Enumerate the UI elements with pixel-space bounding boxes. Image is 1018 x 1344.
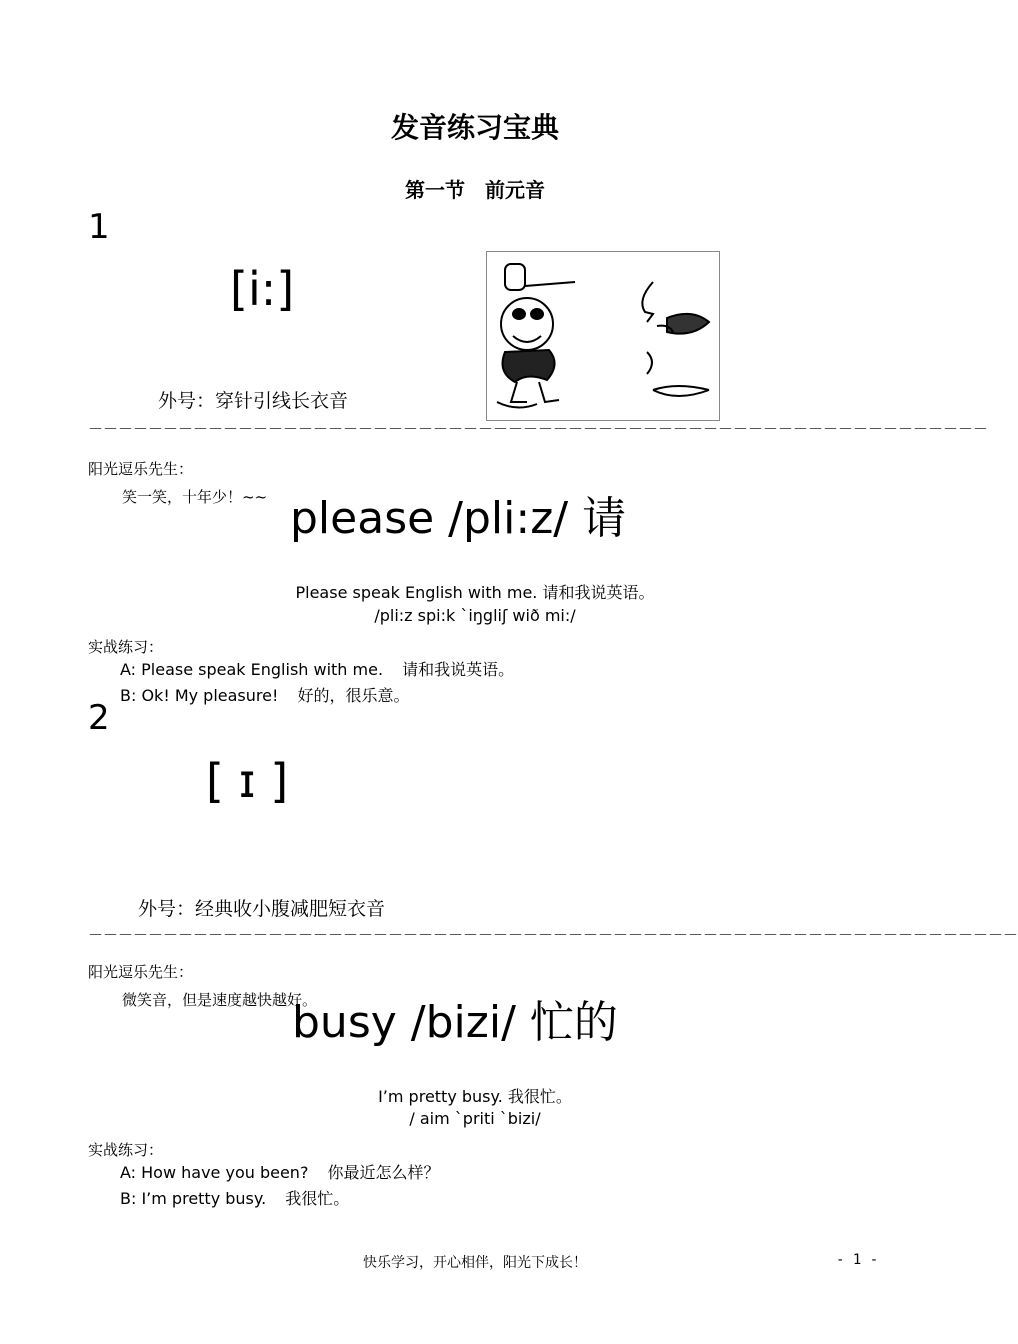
- lesson-1-sentence-phonetic: /pli:z spi:k ˋiŋgliʃ wið mi:/: [374, 606, 576, 625]
- lesson-1-sentence-cn: 请和我说英语。: [542, 583, 655, 602]
- practice-cn: 请和我说英语。: [402, 660, 515, 679]
- lesson-2-sentence-phonetic: / aim ˋpriti ˋbizi/: [409, 1109, 541, 1128]
- lesson-2-sentence-en: I’m pretty busy.: [378, 1087, 503, 1106]
- lesson-1-practice-line-a: [120, 657, 514, 680]
- practice-en: B: I’m pretty busy.: [120, 1189, 267, 1208]
- page-title: 发音练习宝典: [390, 111, 559, 144]
- lesson-1-mr-tip: 笑一笑，十年少！~~: [122, 488, 268, 506]
- lesson-2-word: busy /bizi/ 忙的: [292, 997, 618, 1048]
- lesson-2-divider: －－－－－－－－－－－－－－－－－－－－－－－－－－－－－－－－－－－－－－－－－－－－－－－－－－－－－－－－－－－－－－: [88, 926, 1018, 944]
- lesson-2-mr-tip: 微笑音，但是速度越快越好。: [122, 991, 318, 1009]
- mouth-illustration: [486, 251, 720, 421]
- cartoon-mouth-icon: [487, 252, 719, 420]
- lesson-1-sentence-en: Please speak English with me.: [295, 583, 538, 602]
- lesson-1-phonetic: [i:]: [230, 262, 295, 316]
- practice-cn: 我很忙。: [285, 1189, 350, 1208]
- lesson-1-sentence: [0, 580, 950, 603]
- lesson-2-phonetic: [ ɪ ]: [206, 754, 289, 808]
- lesson-1-practice-label: 实战练习：: [88, 638, 164, 656]
- lesson-1-nickname: 外号：穿针引线长衣音: [158, 390, 349, 412]
- practice-cn: 好的，很乐意。: [297, 686, 410, 705]
- lesson-2-practice-line-a: [120, 1160, 440, 1183]
- lesson-1-practice-line-b: [120, 683, 410, 706]
- lesson-2-nickname: 外号：经典收小腹减肥短衣音: [138, 898, 386, 920]
- lesson-2-sentence: [0, 1084, 950, 1107]
- section-title: 第一节 前元音: [405, 178, 545, 202]
- lesson-1-number: 1: [88, 207, 110, 247]
- practice-cn: 你最近怎么样？: [327, 1163, 440, 1182]
- lesson-2-practice-label: 实战练习：: [88, 1141, 164, 1159]
- lesson-1-divider: －－－－－－－－－－－－－－－－－－－－－－－－－－－－－－－－－－－－－－－－－－－－－－－－－－－－－－－－－－－－: [88, 420, 989, 438]
- page-number: - 1 -: [836, 1252, 879, 1268]
- lesson-2-sentence-cn: 我很忙。: [507, 1087, 572, 1106]
- lesson-2-practice-line-b: [120, 1186, 349, 1209]
- practice-en: A: Please speak English with me.: [120, 660, 384, 679]
- footer-motto: 快乐学习，开心相伴，阳光下成长！: [363, 1255, 587, 1271]
- lesson-2-mr-label: 阳光逗乐先生：: [88, 963, 194, 981]
- lesson-2-number: 2: [88, 698, 110, 738]
- practice-en: A: How have you been?: [120, 1163, 309, 1182]
- lesson-1-word: please /pli:z/ 请: [290, 493, 627, 544]
- practice-en: B: Ok! My pleasure!: [120, 686, 279, 705]
- lesson-1-mr-label: 阳光逗乐先生：: [88, 460, 194, 478]
